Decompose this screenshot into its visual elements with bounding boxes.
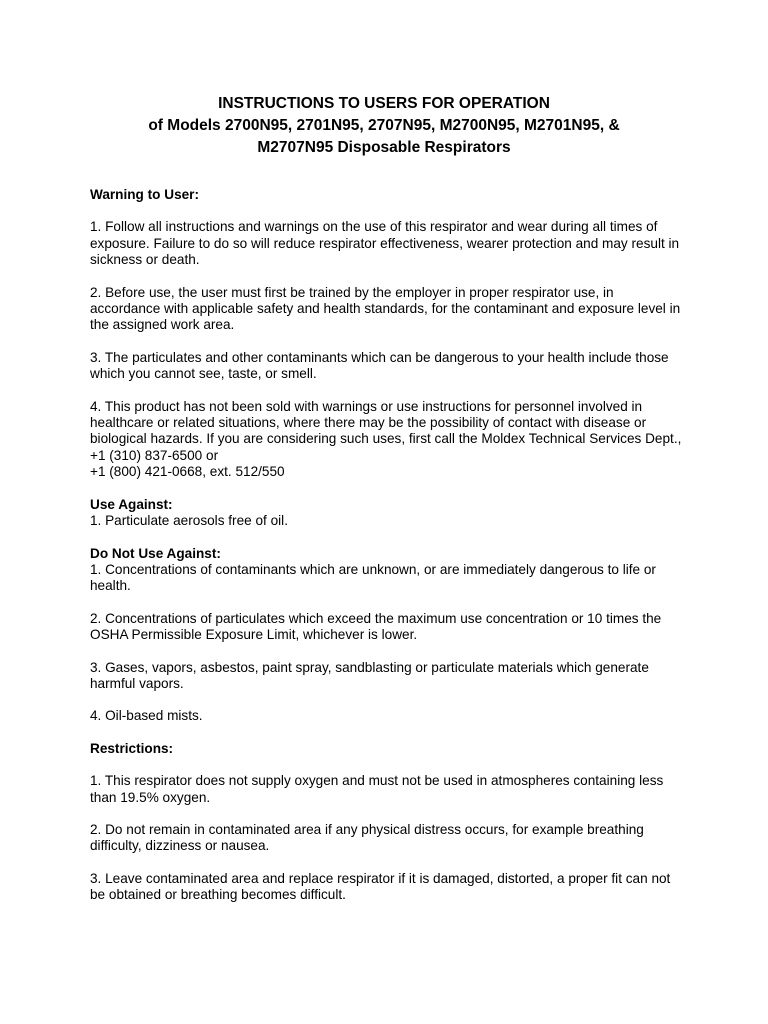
title-line-1: INSTRUCTIONS TO USERS FOR OPERATION (218, 95, 550, 112)
document-title (0, 93, 768, 159)
do-not-use-item-1: 1. Concentrations of contaminants which are unknown, or are immediately dangerous to life or health. (90, 561, 656, 594)
warning-item-1: 1. Follow all instructions and warnings on the use of this respirator and wear during all times of exposure. Failure to do so will reduce respirator effectiveness, wearer protection and may result in sickness or death. (90, 219, 680, 268)
restrictions-item-3: 3. Leave contaminated area and replace respirator if it is damaged, distorted, a proper fit can not be obtained or breathing becomes difficult. (90, 870, 671, 903)
do-not-use-item-2: 2. Concentrations of particulates which exceed the maximum use concentration or 10 times the OSHA Permissible Exposure Limit, whichever is lower. (90, 610, 662, 643)
restrictions-item-1: 1. This respirator does not supply oxygen and must not be used in atmospheres containing less than 19.5% oxygen. (90, 773, 664, 805)
warning-item-3: 3. The particulates and other contaminants which can be dangerous to your health include those which you cannot see, taste, or smell. (90, 349, 669, 382)
phone-line-1: +1 (310) 837-6500 or (90, 447, 219, 463)
restrictions-item-2: 2. Do not remain in contaminated area if any physical distress occurs, for example breathing difficulty, dizziness or nausea. (90, 821, 644, 854)
do-not-use-item-4: 4. Oil-based mists. (90, 708, 203, 724)
title-line-3: M2707N95 Disposable Respirators (257, 139, 511, 156)
warning-item-2: 2. Before use, the user must first be trained by the employer in proper respirator use, in accordance with applicable safety and health standards, for the contaminant and exposure level in the assigned work area. (90, 284, 681, 333)
use-against-heading: Use Against: (90, 496, 173, 512)
phone-line-2: +1 (800) 421-0668, ext. 512/550 (90, 464, 285, 480)
restrictions-heading: Restrictions: (90, 740, 174, 756)
title-line-2: of Models 2700N95, 2701N95, 2707N95, M2700N95, M2701N95, & (148, 117, 620, 134)
warning-item-4: 4. This product has not been sold with warnings or use instructions for personnel involved in healthcare or related situations, where there may be the possibility of contact with disease or biological hazards. If you are considering such uses, first call the Moldex Technical Services Dept., (90, 398, 682, 447)
use-against-item-1: 1. Particulate aerosols free of oil. (90, 513, 288, 529)
do-not-use-heading: Do Not Use Against: (90, 545, 221, 561)
document-body (90, 187, 682, 904)
warning-heading: Warning to User: (90, 187, 200, 202)
do-not-use-item-3: 3. Gases, vapors, asbestos, paint spray, sandblasting or particulate materials which generate harmful vapors. (90, 659, 649, 691)
